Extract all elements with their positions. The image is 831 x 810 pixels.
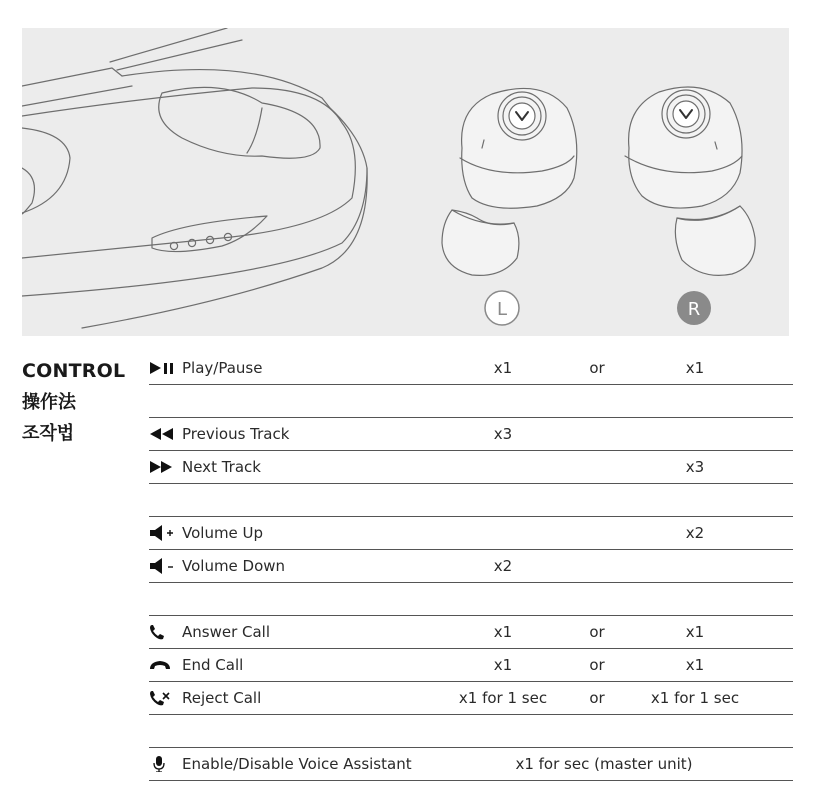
left-tap-count: x1 <box>493 623 513 641</box>
product-illustration <box>22 28 789 336</box>
control-label: Enable/Disable Voice Assistant <box>182 755 412 773</box>
section-heading <box>22 356 142 449</box>
control-label: Reject Call <box>182 689 262 707</box>
control-label: Previous Track <box>182 425 290 443</box>
control-row-voice-assistant <box>149 748 793 781</box>
right-tap-count: x1 for 1 sec <box>650 689 740 707</box>
right-earbud <box>625 87 755 275</box>
heading-korean: 조작법 <box>22 423 75 444</box>
or-separator: or <box>589 359 605 377</box>
play-pause-icon <box>149 360 177 376</box>
next-track-icon <box>149 459 177 475</box>
or-separator: or <box>589 689 605 707</box>
left-tap-count: x1 <box>493 656 513 674</box>
right-badge-letter: R <box>687 299 701 320</box>
end-call-icon <box>149 657 177 673</box>
answer-call-icon <box>149 624 177 640</box>
left-tap-count: x2 <box>493 557 513 575</box>
control-row-play-pause <box>149 352 793 385</box>
microphone-icon <box>149 756 177 772</box>
control-row-next-track <box>149 451 793 484</box>
control-row-volume-up <box>149 517 793 550</box>
spacer-row <box>149 715 793 748</box>
right-tap-count: x2 <box>685 524 705 542</box>
control-label: Next Track <box>182 458 261 476</box>
or-separator: or <box>589 656 605 674</box>
spacer-row <box>149 484 793 517</box>
previous-track-icon <box>149 426 177 442</box>
spacer-row <box>149 385 793 418</box>
left-tap-count: x1 for 1 sec <box>458 689 548 707</box>
right-tap-count: x1 <box>685 359 705 377</box>
or-separator: or <box>589 623 605 641</box>
control-row-volume-down <box>149 550 793 583</box>
volume-up-icon <box>149 525 177 541</box>
heading-chinese: 操作法 <box>22 392 76 413</box>
control-label: Volume Down <box>182 557 286 575</box>
left-earbud <box>442 88 577 275</box>
right-tap-count: x3 <box>685 458 705 476</box>
controls-table <box>149 352 793 781</box>
control-row-end-call <box>149 649 793 682</box>
reject-call-icon <box>149 690 177 706</box>
control-row-previous-track <box>149 418 793 451</box>
control-label: Answer Call <box>182 623 271 641</box>
tap-instruction: x1 for sec (master unit) <box>515 755 693 773</box>
control-row-reject-call <box>149 682 793 715</box>
spacer-row <box>149 583 793 616</box>
right-tap-count: x1 <box>685 656 705 674</box>
control-label: Play/Pause <box>182 359 263 377</box>
left-badge-letter: L <box>496 299 508 320</box>
case-lid-edge <box>22 68 122 86</box>
heading-english: CONTROL <box>22 360 126 382</box>
left-tap-count: x3 <box>493 425 513 443</box>
control-row-answer-call <box>149 616 793 649</box>
control-label: Volume Up <box>182 524 264 542</box>
left-tap-count: x1 <box>493 359 513 377</box>
right-tap-count: x1 <box>685 623 705 641</box>
volume-down-icon <box>149 558 177 574</box>
control-label: End Call <box>182 656 244 674</box>
